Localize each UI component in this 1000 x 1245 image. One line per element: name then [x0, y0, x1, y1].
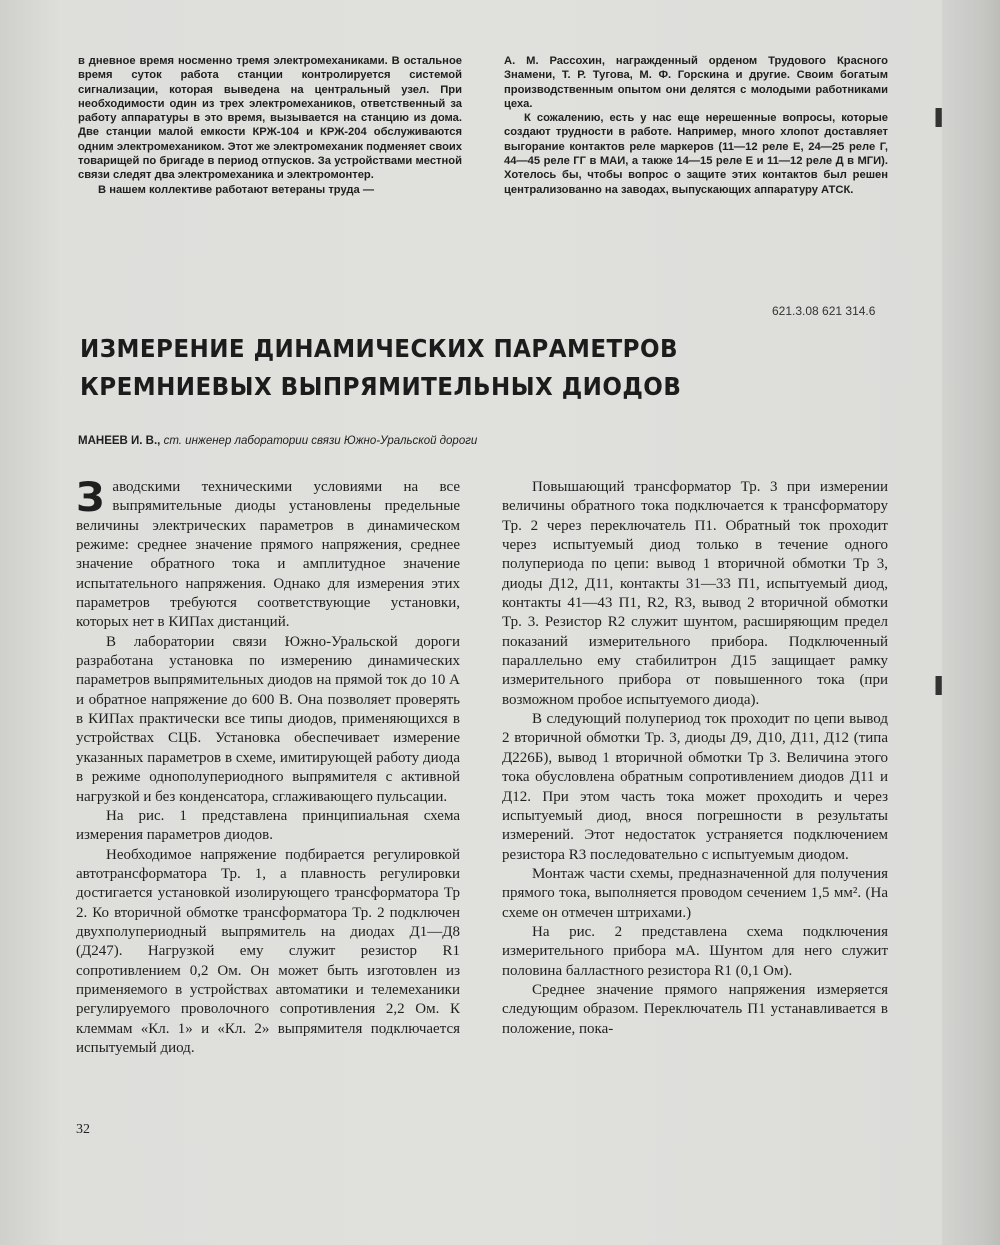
drop-cap: З: [76, 475, 105, 521]
title-line: ИЗМЕРЕНИЕ ДИНАМИЧЕСКИХ ПАРАМЕТРОВ: [80, 334, 678, 363]
title-line: КРЕМНИЕВЫХ ВЫПРЯМИТЕЛЬНЫХ ДИОДОВ: [80, 372, 682, 401]
author-name: МАНЕЕВ И. В.,: [78, 435, 161, 447]
paragraph: Повышающий трансформатор Тр. 3 при измерении величины обратного тока подключается к трансформатору Тр. 2 через переключатель П1. Обратный ток проходит через испытуемый диод только в течение одного полупериода по цепи: вывод 1 вторичной обмотки Тр 3, диоды Д12, Д11, контакты 31—33 П1, испытуемый диод, контакты 41—43 П1, R2, R3, вывод 2 вторичной обмотки Тр. 3. Резистор R2 служит шунтом, расширяющим предел показаний измерительного прибора. Подключенный параллельно ему стабилитрон Д15 защищает рамку измерительного прибора от повышенного тока (при возможном пробое испытуемого диода).: [502, 479, 888, 708]
top-right-column: [504, 54, 888, 197]
paragraph: К сожалению, есть у нас еще нерешенные вопросы, которые создают трудности в работе. Например, много хлопот доставляет выгорание контактов реле маркеров (11—12 реле Е, 24—25 реле Г, 44—45 реле ГГ в МАИ, а также 14—15 реле Е и 11—12 реле Д в МГИ). Хотелось бы, чтобы вопрос о защите этих контактов был решен централизованно на заводах, выпускающих аппаратуру АТСК.: [504, 112, 888, 196]
paragraph: На рис. 2 представлена схема подключения измерительного прибора мА. Шунтом для него служит половина балластного резистора R1 (0,1 Ом).: [502, 923, 888, 979]
paragraph: А. М. Рассохин, награжденный орденом Трудового Красного Знамени, Т. Р. Тугова, М. Ф. Горскина и другие. Своим богатым производственным опытом они делятся с молодыми работниками цеха.: [504, 55, 888, 110]
body-left-column: [76, 475, 460, 1058]
author-role: ст. инженер лаборатории связи Южно-Уральской дороги: [163, 435, 478, 447]
paragraph: В следующий полупериод ток проходит по цепи вывод 2 вторичной обмотки Тр. 3, диоды Д9, Д10, Д11, Д12 (типа Д226Б), вывод 1 вторичной обмотки Тр 3. Величина этого тока обусловлена обратным сопротивлением диодов Д11 и Д12. При этом часть тока может проходить и через испытуемый диод, внося погрешности в результаты измерений. Этот недостаток устраняется подключением резистора R3 последовательно с испытуемым диодом.: [502, 711, 888, 863]
paragraph: В нашем коллективе работают ветераны труда —: [98, 183, 375, 196]
edge-mark: ▌: [935, 676, 948, 695]
paragraph: Необходимое напряжение подбирается регулировкой автотрансформатора Тр. 1, а плавность регулировки достигается установкой изолирующего трансформатора Тр 2. Ко вторичной обмотке трансформатора Тр. 2 подключен двухполупериодный выпрямитель на диодах Д1—Д8 (Д247). Нагрузкой ему служит резистор R1 сопротивлением 0,2 Ом. Он может быть изготовлен из применяемого в устройствах автоматики и телемеханики регулируемого проволочного сопротивления 2,2 Ом. К клеммам «Кл. 1» и «Кл. 2» выпрямителя подключается испытуемый диод.: [76, 846, 460, 1056]
top-left-column: [78, 54, 462, 197]
article-title: [80, 330, 682, 406]
paragraph: Среднее значение прямого напряжения измеряется следующим образом. Переключатель П1 устанавливается в положение, пока-: [502, 981, 888, 1037]
facing-page-edge: [942, 0, 1000, 1245]
paragraph: На рис. 1 представлена принципиальная схема измерения параметров диодов.: [76, 807, 460, 844]
paragraph: [76, 475, 460, 633]
paragraph: Монтаж части схемы, предназначенной для получения прямого тока, выполняется проводом сечением 1,5 мм². (На схеме он отмечен штрихами.): [502, 865, 888, 921]
paragraph-text: аводскими техническими условиями на все выпрямительные диоды установлены предельные величины электрических параметров в динамическом режиме: среднее значение прямого напряжения, среднее значение обратного тока и амплитудное значение испытательного напряжения. Однако для измерения этих параметров требуются соответствующие установки, которых нет в КИПах дистанций.: [76, 479, 460, 631]
body-right-column: [502, 478, 888, 1039]
udc-code: 621.3.08 621 314.6: [772, 304, 876, 318]
page-number: 32: [76, 1122, 90, 1137]
paragraph: в дневное время носменно тремя электромеханиками. В остальное время суток работа станции контролируется системой сигнализации, которая выведена на центральный узел. При необходимости один из трех электромехаников, ответственный за работу аппаратуры в это время, вызывается на станцию из дома. Две станции малой емкости КРЖ-104 и КРЖ-204 обслуживаются одним электромехаником. Этот же электромеханик подменяет своих товарищей по бригаде в период отпусков. За устройствами местной связи следят два электромеханика и электромонтер.: [78, 55, 462, 182]
author-line: [78, 435, 678, 447]
paragraph: В лаборатории связи Южно-Уральской дороги разработана установка по измерению динамических параметров выпрямительных диодов на прямой ток до 10 А и обратное напряжение до 600 В. Она позволяет проверять в КИПах практически все типы диодов, применяющихся в устройствах СЦБ. Установка обеспечивает измерение указанных параметров в схеме, имитирующей работу диода в режиме однополупериодного выпрямителя с активной нагрузкой и без конденсатора, сглаживающего пульсации.: [76, 633, 460, 805]
edge-mark: ▌: [935, 108, 948, 127]
